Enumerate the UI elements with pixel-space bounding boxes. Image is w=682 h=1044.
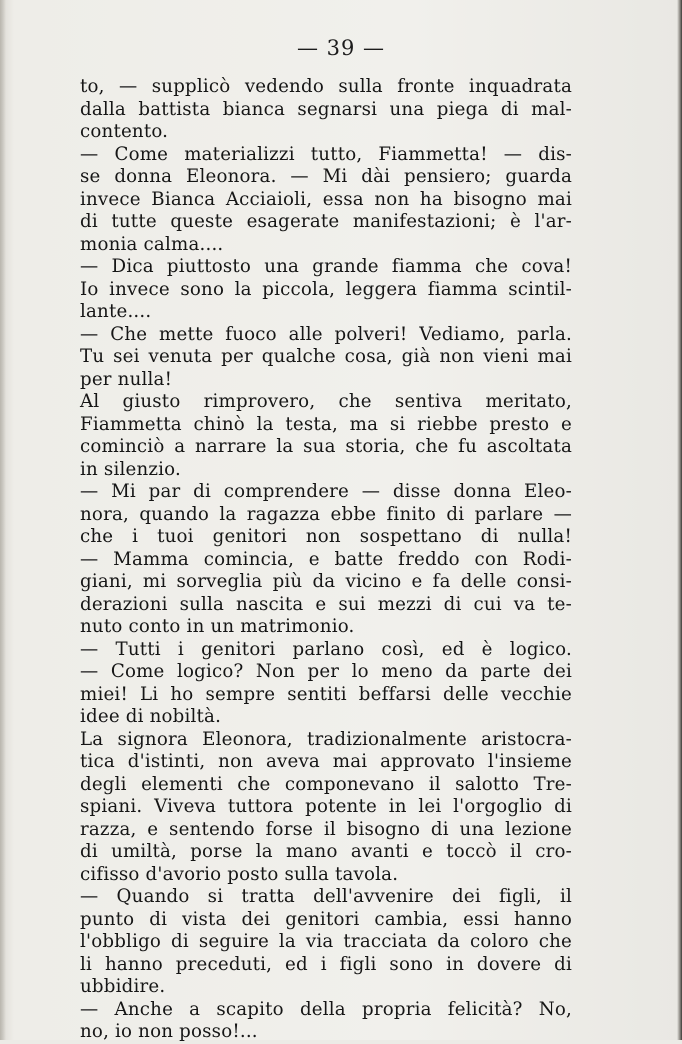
page-edge-right — [677, 0, 682, 1040]
text-line: — Dica piuttosto una grande fiamma che cova! — [80, 256, 572, 277]
text-line: idee di nobiltà. — [80, 706, 222, 727]
text-line: degli elementi che componevano il salotto Tre- — [80, 773, 572, 795]
text-line: li hanno preceduti, ed i figli sono in dovere di — [80, 953, 572, 975]
text-line: monia calma.... — [80, 233, 224, 255]
text-line: — Come logico? Non per lo meno da parte dei — [80, 661, 572, 682]
text-line: cifisso d'avorio posto sulla tavola. — [80, 863, 399, 885]
text-line: giani, mi sorveglia più da vicino e fa delle consi- — [80, 571, 572, 592]
page-shadow-left — [0, 0, 6, 1040]
text-line: se donna Eleonora. — Mi dài pensiero; guarda — [80, 166, 572, 187]
text-line: invece Bianca Acciaioli, essa non ha bisogno mai — [80, 188, 572, 210]
text-line: — Mamma comincia, e batte freddo con Rodi- — [80, 548, 572, 570]
text-line: Fiammetta chinò la testa, ma si riebbe presto e — [80, 413, 572, 435]
text-line: per nulla! — [80, 368, 173, 390]
text-line: dalla battista bianca segnarsi una piega di mal- — [80, 98, 572, 120]
text-line: contento. — [80, 121, 169, 142]
text-line: miei! Li ho sempre sentiti beffarsi delle vecchie — [80, 683, 572, 705]
text-line: nora, quando la ragazza ebbe finito di parlare — — [80, 503, 572, 525]
text-line: cominciò a narrare la sua storia, che fu ascoltata — [80, 436, 572, 457]
body-text — [80, 76, 572, 1044]
text-line: tica d'istinti, non aveva mai approvato l'insieme — [80, 751, 572, 772]
text-line: in silenzio. — [80, 458, 181, 480]
text-line: — Tutti i genitori parlano così, ed è logico. — [80, 638, 572, 660]
text-line: Io invece sono la piccola, leggera fiamma scintil- — [80, 278, 572, 300]
text-line: — Come materializzi tutto, Fiammetta! — dis- — [80, 143, 572, 165]
text-line: che i tuoi genitori non sospettano di nulla! — [80, 526, 572, 547]
text-line: — Mi par di comprendere — disse donna Eleo- — [80, 481, 572, 502]
text-line: to, — supplicò vedendo sulla fronte inquadrata — [80, 76, 572, 97]
text-line: ubbidire. — [80, 976, 166, 997]
text-line: spiani. Viveva tuttora potente in lei l'orgoglio di — [80, 796, 572, 817]
text-line: — Che mette fuoco alle polveri! Vediamo, parla. — [80, 323, 572, 345]
text-line: derazioni sulla nascita e sui mezzi di cui va te- — [80, 593, 572, 615]
text-line: di tutte queste esagerate manifestazioni; è l'ar- — [80, 211, 572, 232]
text-line: Tu sei venuta per qualche cosa, già non vieni mai — [80, 346, 572, 367]
text-line: — Anche a scapito della propria felicità? No, — [80, 998, 572, 1020]
text-line: punto di vista dei genitori cambia, essi hanno — [80, 908, 572, 930]
text-line: no, io non posso!... — [80, 1021, 258, 1042]
text-line: razza, e sentendo forse il bisogno di una lezione — [80, 818, 572, 840]
text-line: lante.... — [80, 301, 152, 322]
page-number: — 39 — — [296, 36, 386, 60]
text-line: La signora Eleonora, tradizionalmente aristocra- — [80, 728, 572, 750]
text-line: l'obbligo di seguire la via tracciata da coloro che — [80, 931, 572, 952]
text-line: — Quando si tratta dell'avvenire dei figli, il — [80, 886, 572, 907]
text-line: Al giusto rimprovero, che sentiva meritato, — [80, 391, 572, 412]
text-line: nuto conto in un matrimonio. — [80, 616, 355, 637]
text-line: di umiltà, porse la mano avanti e toccò il cro- — [80, 841, 572, 862]
